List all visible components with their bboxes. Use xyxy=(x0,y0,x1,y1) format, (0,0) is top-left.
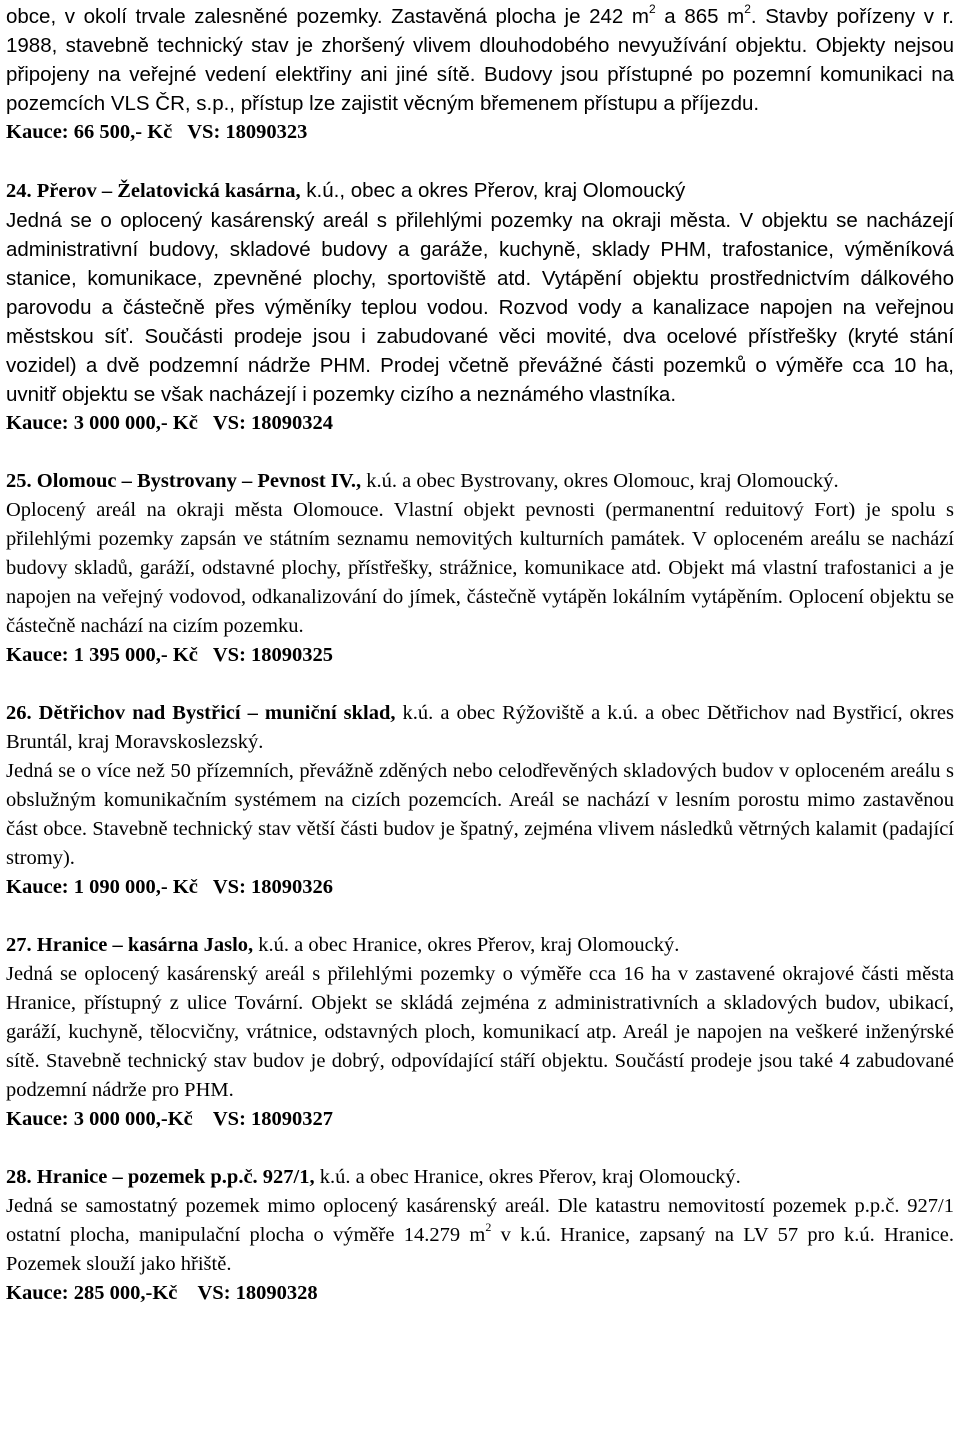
item-25-body: Oplocený areál na okraji města Olomouce. Vlastní objekt pevnosti (permanentní reduitový Fort) je spolu s přilehlými pozemky zapsán ve státním seznamu nemovitých kulturních památek. V oploceném areálu se nachází budovy skladů, garáží, odstavné plochy, přístřešky, strážnice, komunikace atd. Objekt má vlastní trafostanici a je napojen na veřejný vodovod, odkanalizování do jímek, částečně vytápěn lokálním vytápěním. Oplocení objektu se částečně nachází na cizím pozemku. xyxy=(6,499,954,637)
item-25-heading-line xyxy=(6,467,954,496)
spacer xyxy=(6,147,954,176)
intro-text-1: obce, v okolí trvale zalesněné pozemky. Zastavěná plocha je 242 m xyxy=(6,5,649,28)
item-28-body-text-2: v k.ú. Hranice, zapsaný na LV 57 pro k.ú. Hranice. Pozemek slouží jako hřiště. xyxy=(6,1224,954,1275)
spacer xyxy=(6,1134,954,1163)
item-28-heading-line xyxy=(6,1163,954,1192)
intro-sup-2: 2 xyxy=(744,2,751,17)
item-28-heading: 28. Hranice – pozemek p.p.č. 927/1, xyxy=(6,1166,315,1188)
spacer xyxy=(6,902,954,931)
item-28-body xyxy=(6,1192,954,1279)
item-24-heading-line xyxy=(6,176,954,206)
item-26-heading: 26. Dětřichov nad Bystřicí – muniční sklad, xyxy=(6,702,396,724)
intro-kauce: Kauce: 66 500,- Kč VS: 18090323 xyxy=(6,121,308,143)
intro-paragraph xyxy=(6,2,954,118)
item-27-heading-line xyxy=(6,931,954,960)
intro-sup-1: 2 xyxy=(649,2,656,17)
item-26-location: k.ú. a obec Rýžoviště a k.ú. a obec Dětřichov nad Bystřicí, okres Bruntál, kraj Moravskoslezský. xyxy=(6,702,954,753)
document-page xyxy=(6,0,954,1308)
item-24-heading: 24. Přerov – Želatovická kasárna, xyxy=(6,180,301,202)
item-24-kauce: Kauce: 3 000 000,- Kč VS: 18090324 xyxy=(6,412,334,434)
item-25-location: k.ú. a obec Bystrovany, okres Olomouc, kraj Olomoucký. xyxy=(361,470,839,492)
spacer xyxy=(6,438,954,467)
item-27-heading: 27. Hranice – kasárna Jaslo, xyxy=(6,934,254,956)
item-28-kauce: Kauce: 285 000,-Kč VS: 18090328 xyxy=(6,1282,318,1304)
item-25-kauce: Kauce: 1 395 000,- Kč VS: 18090325 xyxy=(6,644,334,666)
item-28-body-sup: 2 xyxy=(485,1220,492,1235)
item-27-body: Jedná se oplocený kasárenský areál s přilehlými pozemky o výměře cca 16 ha v zastavené okrajové části města Hranice, přístupný z ulice Tovární. Objekt se skládá zejména z administrativních a skladových budov, ubikací, garáží, kuchyně, tělocvičny, vrátnice, odstavných ploch, komunikací atp. Areál je napojen na veškeré inženýrské sítě. Stavebně technický stav budov je dobrý, odpovídající stáří objektu. Součástí prodeje jsou také 4 zabudované podzemní nádrže pro PHM. xyxy=(6,963,954,1101)
spacer xyxy=(6,670,954,699)
item-25-heading: 25. Olomouc – Bystrovany – Pevnost IV., xyxy=(6,470,362,492)
item-27-location: k.ú. a obec Hranice, okres Přerov, kraj Olomoucký. xyxy=(253,934,680,956)
item-26-body: Jedná se o více než 50 přízemních, převážně zděných nebo celodřevěných skladových budov v oploceném areálu s obslužným komunikačním systémem na cizích pozemcích. Areál se nachází v lesním porostu mimo zastavěnou část obce. Stavebně technický stav větší části budov je špatný, zejména vlivem následků větrných kalamit (padající stromy). xyxy=(6,760,954,869)
item-28-location: k.ú. a obec Hranice, okres Přerov, kraj Olomoucký. xyxy=(314,1166,741,1188)
intro-text-2: a 865 m xyxy=(655,5,745,28)
item-26-heading-line xyxy=(6,699,954,757)
item-24-location: k.ú., obec a okres Přerov, kraj Olomoucký xyxy=(300,179,686,202)
item-28-body-text-1: Jedná se samostatný pozemek mimo oplocený kasárenský areál. Dle katastru nemovitostí pozemek p.p.č. 927/1 ostatní plocha, manipulační plocha o výměře 14.279 m xyxy=(6,1195,954,1246)
item-24-body: Jedná se o oplocený kasárenský areál s přilehlými pozemky na okraji města. V objektu se nacházejí administrativní budovy, skladové budovy a garáže, kuchyně, sklady PHM, trafostanice, výměníková stanice, komunikace, zpevněné plochy, sportoviště atd. Vytápění objektu prostřednictvím dálkového parovodu a částečně přes výměníky teplou vodou. Rozvod vody a kanalizace napojen na veřejnou městskou síť. Součásti prodeje jsou i zabudované věci movité, dva ocelové přístřešky (kryté stání vozidel) a dvě podzemní nádrže PHM. Prodej včetně převážné části pozemků o výměře cca 10 ha, uvnitř objektu se však nacházejí i pozemky cizího a neznámého vlastníka. xyxy=(6,209,954,406)
item-26-kauce: Kauce: 1 090 000,- Kč VS: 18090326 xyxy=(6,876,334,898)
item-27-kauce: Kauce: 3 000 000,-Kč VS: 18090327 xyxy=(6,1108,334,1130)
intro-text-3: . Stavby pořízeny v r. 1988, stavebně technický stav je zhoršený vlivem dlouhodobého nevyužívání objektu. Objekty nejsou připojeny na veřejné vedení elektřiny ani jiné sítě. Budovy jsou přístupné po pozemní komunikaci na pozemcích VLS ČR, s.p., přístup lze zajistit věcným břemenem přístupu a příjezdu. xyxy=(6,5,954,115)
